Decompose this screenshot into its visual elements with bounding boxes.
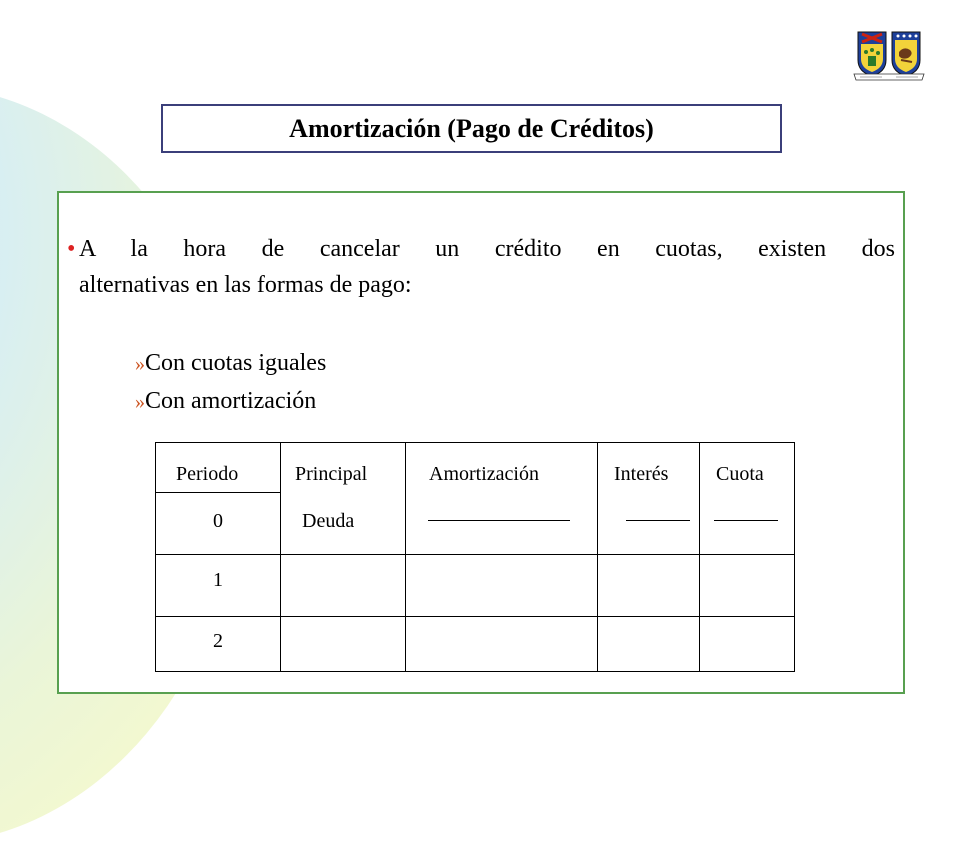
sub-bullet-marker: » bbox=[135, 391, 145, 413]
sub-item-amortizacion bbox=[135, 385, 316, 418]
sub-item-cuotas-iguales bbox=[135, 347, 326, 380]
header-cuota: Cuota bbox=[716, 463, 764, 485]
bullet-text-line-1: A la hora de cancelar un crédito en cuotas, existen dos bbox=[79, 236, 895, 262]
dash-amortizacion bbox=[428, 520, 570, 521]
slide-title-text: Amortización (Pago de Créditos) bbox=[289, 113, 654, 143]
header-principal: Principal bbox=[295, 463, 368, 485]
table-row-divider bbox=[156, 616, 794, 617]
table-row-divider bbox=[156, 492, 280, 493]
slide-title bbox=[161, 104, 782, 153]
amortization-table bbox=[155, 442, 795, 672]
row-periodo-2: 2 bbox=[213, 630, 223, 652]
row-periodo-0: 0 bbox=[213, 510, 223, 532]
row-periodo-1: 1 bbox=[213, 569, 223, 591]
bullet-line-1 bbox=[67, 231, 897, 267]
sub-item-label: Con cuotas iguales bbox=[145, 350, 327, 376]
table-row-divider bbox=[156, 554, 794, 555]
header-periodo: Periodo bbox=[176, 463, 239, 485]
header-interes: Interés bbox=[614, 463, 669, 485]
dash-interes bbox=[626, 520, 690, 521]
bullet-text-line-2: alternativas en las formas de pago: bbox=[79, 272, 412, 298]
bullet-paragraph bbox=[67, 231, 897, 303]
table-column-divider bbox=[597, 443, 598, 671]
university-crest-icon bbox=[852, 28, 926, 84]
sub-bullet-marker: » bbox=[135, 353, 145, 375]
cell-principal-deuda: Deuda bbox=[302, 510, 355, 532]
header-amortizacion: Amortización bbox=[429, 463, 539, 485]
table-column-divider bbox=[699, 443, 700, 671]
table-column-divider bbox=[405, 443, 406, 671]
bullet-marker: • bbox=[67, 236, 76, 262]
table-column-divider bbox=[280, 443, 281, 671]
content-panel bbox=[57, 191, 905, 694]
sub-item-label: Con amortización bbox=[145, 388, 317, 414]
dash-cuota bbox=[714, 520, 778, 521]
